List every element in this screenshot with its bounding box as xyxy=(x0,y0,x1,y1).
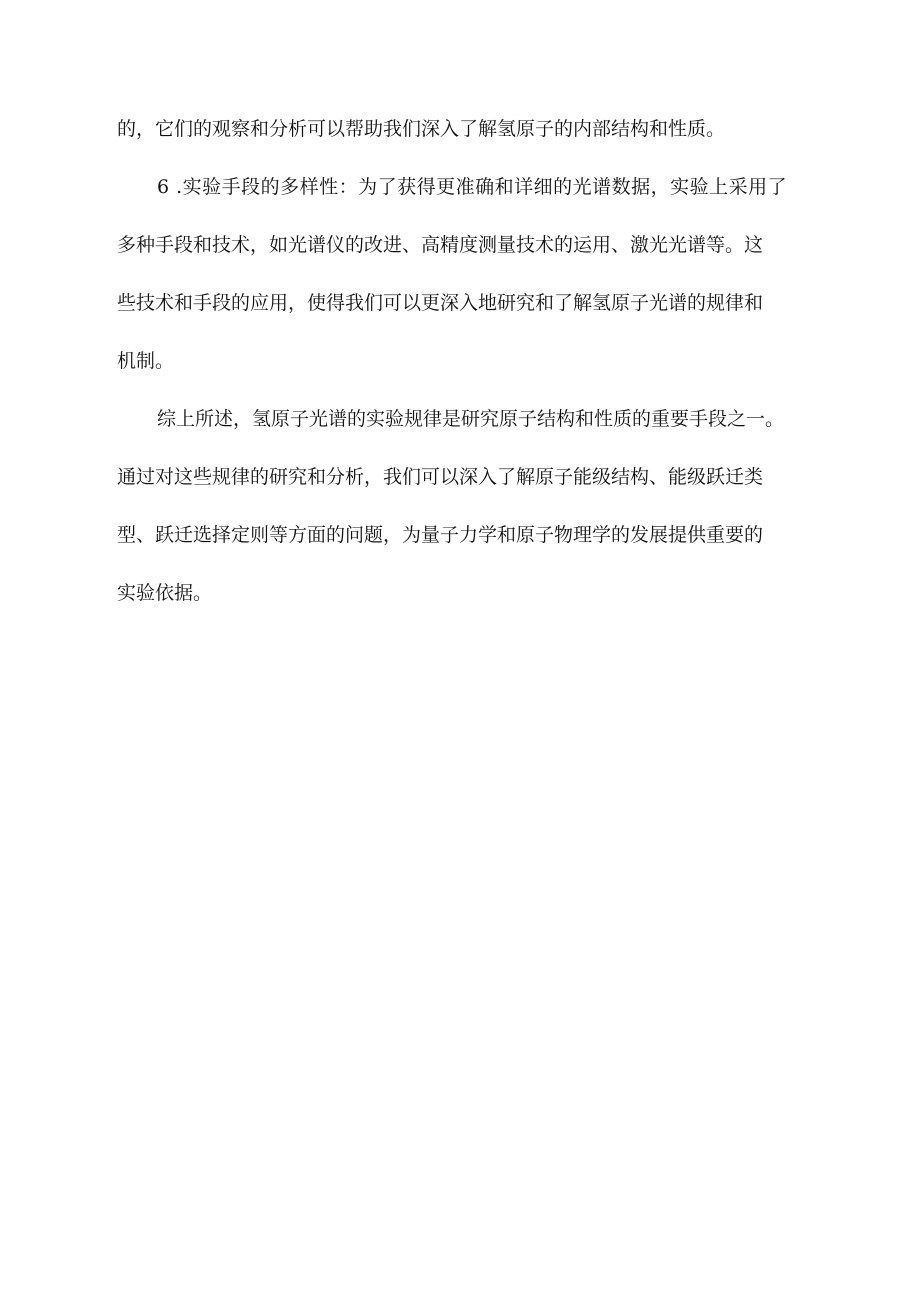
summary-line-2: 通过对这些规律的研究和分析，我们可以深入了解原子能级结构、能级跃迁类 xyxy=(117,466,764,488)
item-6-line-3: 些技术和手段的应用，使得我们可以更深入地研究和了解氢原子光谱的规律和 xyxy=(117,292,764,314)
paragraph-continuation-line: 的，它们的观察和分析可以帮助我们深入了解氢原子的内部结构和性质。 xyxy=(117,118,726,140)
summary-line-3: 型、跃迁选择定则等方面的问题，为量子力学和原子物理学的发展提供重要的 xyxy=(117,524,764,546)
item-6-line-2: 多种手段和技术，如光谱仪的改进、高精度测量技术的运用、激光光谱等。这 xyxy=(117,234,764,256)
document-body xyxy=(117,117,807,639)
summary-line-1: 综上所述，氢原子光谱的实验规律是研究原子结构和性质的重要手段之一。 xyxy=(157,408,785,430)
item-6-line-4: 机制。 xyxy=(117,350,175,372)
item-6-line-1: 6 .实验手段的多样性：为了获得更准确和详细的光谱数据，实验上采用了 xyxy=(157,176,788,198)
summary-line-4: 实验依据。 xyxy=(117,582,213,604)
